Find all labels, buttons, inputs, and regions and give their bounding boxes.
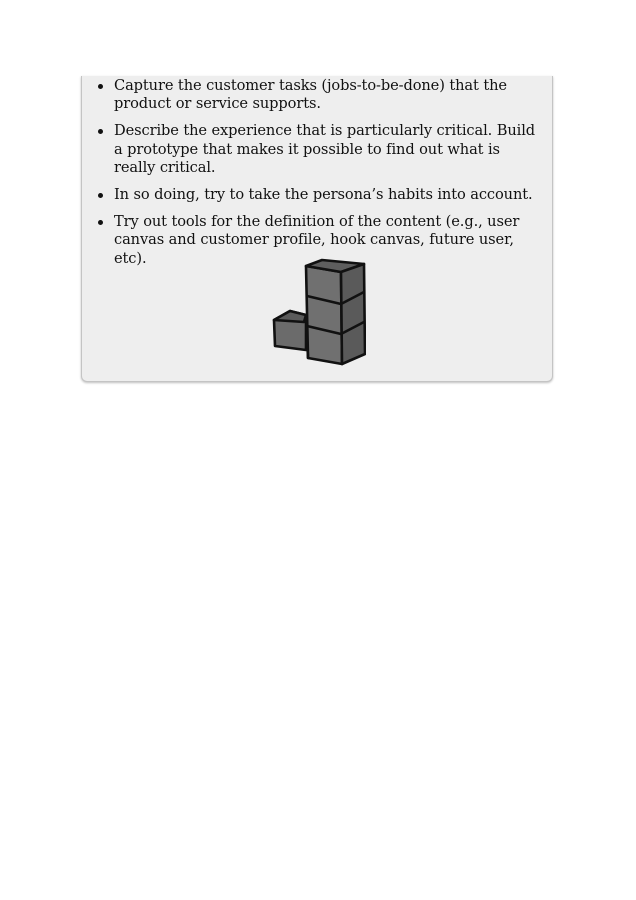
bullet-icon	[98, 193, 103, 198]
list-item	[96, 122, 542, 177]
bullet-list	[96, 77, 542, 277]
bullet-icon	[98, 220, 103, 225]
list-item-text: Capture the customer tasks (jobs-to-be-done) that the product or service supports.	[114, 77, 507, 113]
list-item	[96, 77, 542, 113]
bullet-icon	[98, 129, 103, 134]
list-item-text: Describe the experience that is particularly critical. Build a prototype that makes it possible to find out what is really critical.	[114, 122, 536, 176]
content-box	[81, 76, 553, 382]
stacked-blocks-icon	[270, 258, 366, 368]
list-item-text: Try out tools for the definition of the content (e.g., user canvas and customer profile, hook canvas, future user, etc).	[114, 213, 520, 267]
list-item	[96, 186, 542, 204]
list-item-text: In so doing, try to take the persona’s habits into account.	[114, 186, 533, 204]
bullet-icon	[98, 84, 103, 89]
